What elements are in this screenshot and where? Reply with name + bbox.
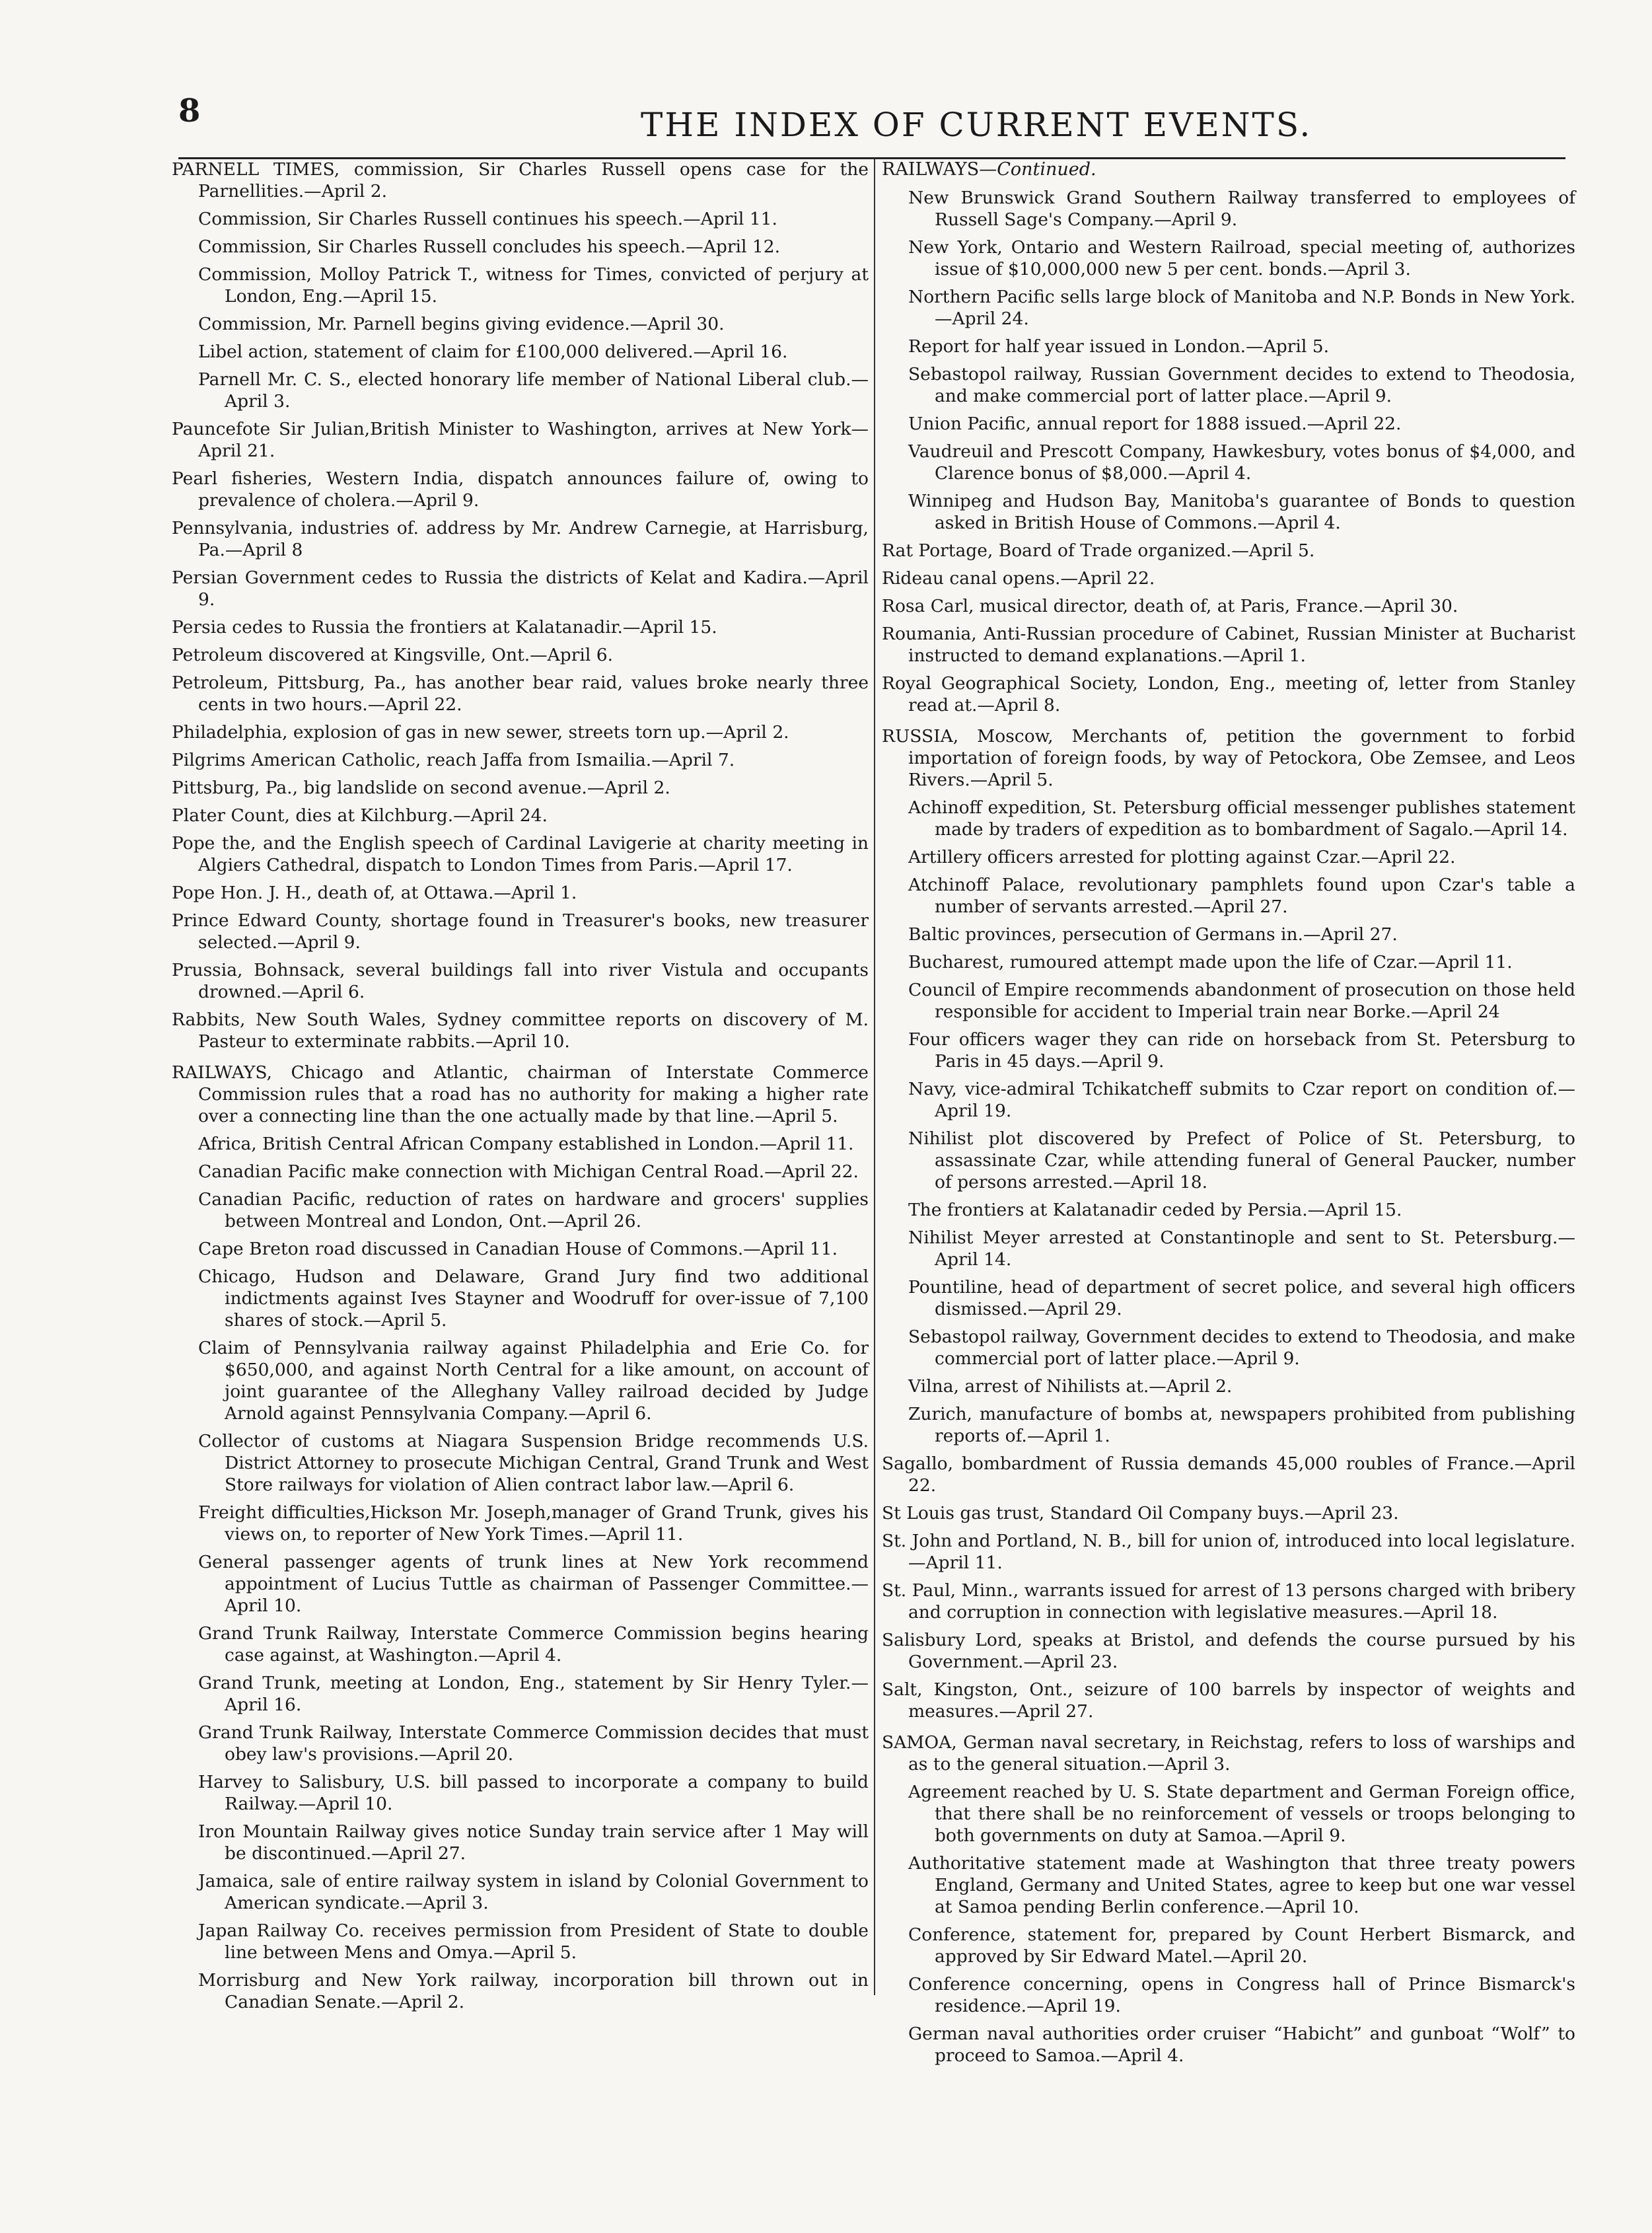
index-entry: Council of Empire recommends abandonment of prosecution on those held responsible for accident to Imperial train near Borke.—April 24 [908,980,1575,1022]
index-entry: Canadian Pacific, reduction of rates on hardware and grocers' supplies between Montreal and London, Ont.—April 26. [198,1189,869,1231]
index-entry: Winnipeg and Hudson Bay, Manitoba's guarantee of Bonds to question asked in British House of Commons.—April 4. [908,491,1575,533]
index-entry: Pittsburg, Pa., big landslide on second avenue.—April 2. [172,778,670,798]
index-entry: Pope the, and the English speech of Cardinal Lavigerie at charity meeting in Algiers Cathedral, dispatch to London Times from Paris.—April 17. [172,833,869,875]
index-entry: New York, Ontario and Western Railroad, special meeting of, authorizes issue of $10,000,000 new 5 per cent. bonds.—April 3. [908,237,1575,279]
index-entry: Royal Geographical Society, London, Eng., meeting of, letter from Stanley read at.—April 8. [882,673,1575,715]
right-column [882,159,1575,2072]
index-entry: Freight difficulties,Hickson Mr. Joseph,manager of Grand Trunk, gives his views on, to reporter of New York Times.—April 11. [198,1502,869,1545]
index-entry: Achinoff expedition, St. Petersburg official messenger publishes statement made by traders of expedition as to bombardment of Sagalo.—April 14. [908,797,1575,840]
index-entry: Plater Count, dies at Kilchburg.—April 24. [172,805,548,826]
index-entry: General passenger agents of trunk lines at New York recommend appointment of Lucius Tuttle as chairman of Passenger Committee.—April 10. [198,1552,869,1616]
index-entry: Parnell Mr. C. S., elected honorary life member of National Liberal club.—April 3. [198,369,869,412]
index-entry: Japan Railway Co. receives permission from President of State to double line between Mens and Omya.—April 5. [198,1921,869,1963]
continued-suffix: Continued. [997,159,1096,180]
index-entry: SAMOA, German naval secretary, in Reichstag, refers to loss of warships and as to the general situation.—April 3. [882,1732,1575,1775]
index-entry: Collector of customs at Niagara Suspension Bridge recommends U.S. District Attorney to prosecute Michigan Central, Grand Trunk and West Store railways for violation of Alien contract labor law.—April 6. [198,1431,869,1495]
index-entry: Grand Trunk Railway, Interstate Commerce Commission begins hearing case against, at Washington.—April 4. [198,1623,869,1666]
index-entry: Union Pacific, annual report for 1888 issued.—April 22. [908,414,1402,434]
index-entry: Pountiline, head of department of secret police, and several high officers dismissed.—April 29. [908,1277,1575,1319]
index-entry: Pauncefote Sir Julian,British Minister to Washington, arrives at New York—April 21. [172,419,869,461]
index-entry: Prussia, Bohnsack, several buildings fall into river Vistula and occupants drowned.—April 6. [172,960,869,1002]
index-entry: The frontiers at Kalatanadir ceded by Persia.—April 15. [908,1200,1402,1220]
index-entry: Roumania, Anti-Russian procedure of Cabinet, Russian Minister at Bucharist instructed to demand explanations.—April 1. [882,624,1575,666]
index-entry: German naval authorities order cruiser “Habicht” and gunboat “Wolf” to proceed to Samoa.—April 4. [908,2024,1575,2066]
index-entry: Authoritative statement made at Washington that three treaty powers England, Germany and United States, agree to keep but one war vessel at Samoa pending Berlin conference.—April 10. [908,1853,1575,1917]
index-entry: Sagallo, bombardment of Russia demands 45,000 roubles of France.—April 22. [882,1453,1575,1496]
index-entry: Prince Edward County, shortage found in Treasurer's books, new treasurer selected.—April 9. [172,910,869,953]
index-entry: Libel action, statement of claim for £100,000 delivered.—April 16. [198,342,788,362]
page-header [178,92,1565,165]
index-entry: Commission, Mr. Parnell begins giving evidence.—April 30. [198,314,725,334]
index-entry: Petroleum discovered at Kingsville, Ont.—April 6. [172,645,614,665]
index-entry: Vilna, arrest of Nihilists at.—April 2. [908,1376,1233,1397]
index-entry: Africa, British Central African Company established in London.—April 11. [198,1134,854,1154]
index-entry: Pope Hon. J. H., death of, at Ottawa.—April 1. [172,883,577,903]
index-entry: Sebastopol railway, Government decides to extend to Theodosia, and make commercial port of latter place.—April 9. [908,1327,1575,1369]
index-entry: Chicago, Hudson and Delaware, Grand Jury find two additional indictments against Ives Stayner and Woodruff for over-issue of 7,100 shares of stock.—April 5. [198,1266,869,1331]
index-entry: Jamaica, sale of entire railway system in island by Colonial Government to American syndicate.—April 3. [198,1871,869,1913]
index-entry: Iron Mountain Railway gives notice Sunday train service after 1 May will be discontinued.—April 27. [198,1821,869,1864]
index-entry: Pilgrims American Catholic, reach Jaffa from Ismailia.—April 7. [172,750,735,770]
index-entry: St. John and Portland, N. B., bill for union of, introduced into local legislature.—April 11. [882,1531,1575,1573]
index-entry: Pearl fisheries, Western India, dispatch announces failure of, owing to prevalence of cholera.—April 9. [172,468,869,511]
index-entry: Rosa Carl, musical director, death of, at Paris, France.—April 30. [882,596,1458,616]
index-entry: Claim of Pennsylvania railway against Philadelphia and Erie Co. for $650,000, and against North Central for a like amount, on account of joint guarantee of the Alleghany Valley railroad decided by Judge Arnold against Pennsylvania Company.—April 6. [198,1338,869,1424]
page-title: THE INDEX OF CURRENT EVENTS. [641,106,1312,144]
index-entry: Northern Pacific sells large block of Manitoba and N.P. Bonds in New York.—April 24. [908,287,1575,329]
index-entry: Salt, Kingston, Ont., seizure of 100 barrels by inspector of weights and measures.—April 27. [882,1679,1575,1722]
index-entry: Nihilist plot discovered by Prefect of Police of St. Petersburg, to assassinate Czar, while attending funeral of General Paucker, number of persons arrested.—April 18. [908,1128,1575,1192]
index-entry: Persian Government cedes to Russia the districts of Kelat and Kadira.—April 9. [172,567,869,610]
index-entry: Commission, Sir Charles Russell concludes his speech.—April 12. [198,237,781,257]
index-entry: Persia cedes to Russia the frontiers at Kalatanadir.—April 15. [172,617,717,638]
continued-label: RAILWAYS— [882,159,997,180]
index-entry: Conference concerning, opens in Congress hall of Prince Bismarck's residence.—April 19. [908,1974,1575,2016]
index-entry: RUSSIA, Moscow, Merchants of, petition the government to forbid importation of foreign foods, by way of Petockora, Obe Zemsee, and Leos Rivers.—April 5. [882,726,1575,790]
index-entry: Artillery officers arrested for plotting against Czar.—April 22. [908,847,1456,867]
index-entry: Pennsylvania, industries of. address by Mr. Andrew Carnegie, at Harrisburg, Pa.—April 8 [172,518,869,560]
index-entry: Report for half year issued in London.—April 5. [908,336,1329,357]
index-entry: Petroleum, Pittsburg, Pa., has another bear raid, values broke nearly three cents in two hours.—April 22. [172,673,869,715]
index-entry: Rabbits, New South Wales, Sydney committee reports on discovery of M. Pasteur to exterminate rabbits.—April 10. [172,1009,869,1052]
index-entry: Sebastopol railway, Russian Government decides to extend to Theodosia, and make commercial port of latter place.—April 9. [908,364,1575,406]
index-entry: Nihilist Meyer arrested at Constantinople and sent to St. Petersburg.—April 14. [908,1227,1575,1270]
index-entry: Harvey to Salisbury, U.S. bill passed to incorporate a company to build Railway.—April 10. [198,1772,869,1814]
index-entry: Grand Trunk, meeting at London, Eng., statement by Sir Henry Tyler.—April 16. [198,1673,869,1715]
index-entry: PARNELL TIMES, commission, Sir Charles Russell opens case for the Parnellities.—April 2. [172,159,869,201]
index-entry: Commission, Sir Charles Russell continues his speech.—April 11. [198,209,777,229]
index-entry: Rat Portage, Board of Trade organized.—April 5. [882,540,1315,561]
index-entry: Zurich, manufacture of bombs at, newspapers prohibited from publishing reports of.—April 1. [908,1404,1575,1446]
index-entry: Cape Breton road discussed in Canadian House of Commons.—April 11. [198,1239,838,1259]
index-entry: Conference, statement for, prepared by Count Herbert Bismarck, and approved by Sir Edward Matel.—April 20. [908,1924,1575,1967]
index-entry: Atchinoff Palace, revolutionary pamphlets found upon Czar's table a number of servants arrested.—April 27. [908,875,1575,917]
index-entry: St Louis gas trust, Standard Oil Company buys.—April 23. [882,1503,1399,1523]
page-number: 8 [178,92,201,129]
index-entry: Vaudreuil and Prescott Company, Hawkesbury, votes bonus of $4,000, and Clarence bonus of $8,000.—April 4. [908,441,1575,484]
index-entry: Bucharest, rumoured attempt made upon the life of Czar.—April 11. [908,952,1513,972]
index-entry: Morrisburg and New York railway, incorporation bill thrown out in Canadian Senate.—April 2. [198,1970,869,2012]
index-entry: RAILWAYS, Chicago and Atlantic, chairman of Interstate Commerce Commission rules that a road has no authority for making a higher rate over a connecting line than the one actually made by that line.—April 5. [172,1062,869,1126]
index-entry: Baltic provinces, persecution of Germans in.—April 27. [908,924,1398,945]
column-divider [874,159,875,1995]
index-entry: Navy, vice-admiral Tchikatcheff submits to Czar report on condition of.—April 19. [908,1079,1575,1121]
index-entry: St. Paul, Minn., warrants issued for arrest of 13 persons charged with bribery and corruption in connection with legislative measures.—April 18. [882,1580,1575,1623]
left-column [172,159,869,2019]
index-entry: Salisbury Lord, speaks at Bristol, and defends the course pursued by his Government.—April 23. [882,1630,1575,1672]
index-entry: Commission, Molloy Patrick T., witness for Times, convicted of perjury at London, Eng.—April 15. [198,264,869,307]
index-entry: Rideau canal opens.—April 22. [882,568,1155,589]
index-entry: Agreement reached by U. S. State department and German Foreign office, that there shall be no reinforcement of vessels or troops belonging to both governments on duty at Samoa.—April 9. [908,1782,1575,1846]
index-entry: New Brunswick Grand Southern Railway transferred to employees of Russell Sage's Company.—April 9. [908,188,1575,230]
index-entry: Philadelphia, explosion of gas in new sewer, streets torn up.—April 2. [172,722,789,743]
index-entry: Four officers wager they can ride on horseback from St. Petersburg to Paris in 45 days.—April 9. [908,1029,1575,1072]
continued-heading [882,159,1575,180]
index-entry: Grand Trunk Railway, Interstate Commerce Commission decides that must obey law's provisions.—April 20. [198,1722,869,1765]
index-entry: Canadian Pacific make connection with Michigan Central Road.—April 22. [198,1161,859,1182]
